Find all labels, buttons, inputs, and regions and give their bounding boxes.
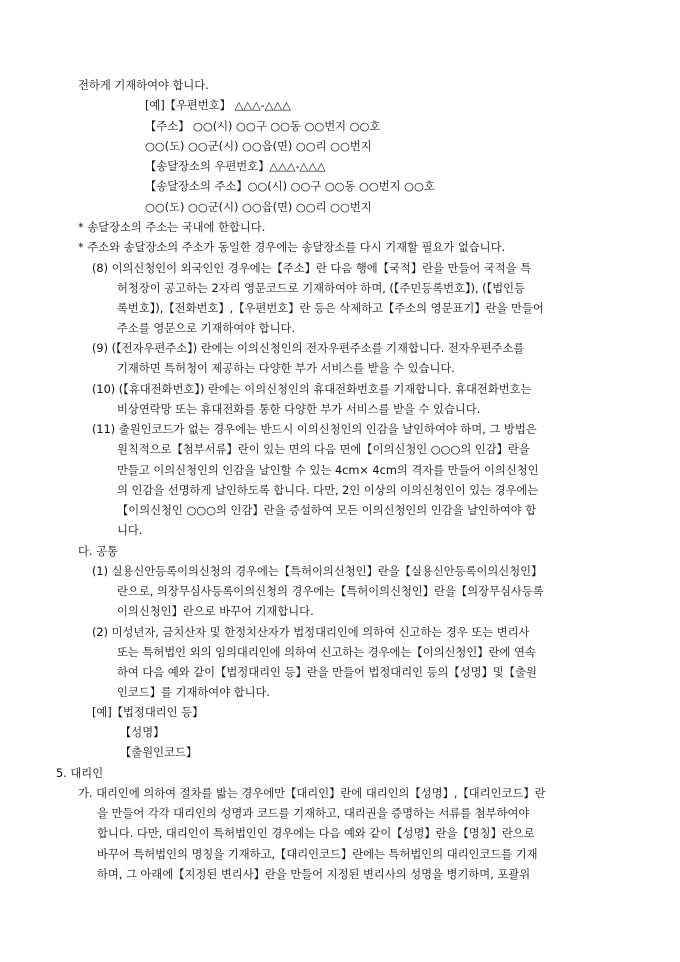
text-line: 전하게 기재하여야 합니다.: [78, 79, 209, 92]
text-line: (2) 미성년자, 금치산자 및 한정치산자가 법정대리인에 의하여 신고하는 경우 또는 변리사: [92, 626, 530, 639]
text-line: 니다.: [117, 524, 143, 537]
text-line: 인코드】를 기재하여야 합니다.: [117, 686, 271, 699]
text-line: 만들고 이의신청인의 인감을 날인할 수 있는 4cm× 4cm의 격자를 만들어 이의신청인: [117, 464, 539, 477]
text-line: ○○(도) ○○군(시) ○○읍(면) ○○리 ○○번지: [145, 140, 372, 153]
text-line: 가. 대리인에 의하여 절차를 밟는 경우에만【대리인】란에 대리인의【성명】,【대리인코드】란: [78, 787, 546, 800]
text-line: [예]【우편번호】 △△△-△△△: [145, 99, 291, 112]
text-line: [예]【법정대리인 등】: [92, 706, 204, 719]
section-heading: 다. 공통: [78, 545, 118, 558]
text-line: 합니다. 다만, 대리인이 특허법인인 경우에는 다음 예와 같이【성명】란을【명칭】란으로: [97, 827, 535, 840]
text-line: * 송달장소의 주소는 국내에 한합니다.: [78, 221, 266, 234]
text-line: (11) 출원인코드가 없는 경우에는 반드시 이의신청인의 인감을 날인하여야 하며, 그 방법은: [92, 423, 537, 436]
text-line: 【송달장소의 주소】○○(시) ○○구 ○○동 ○○번지 ○○호: [145, 180, 435, 193]
text-line: 록번호】),【전화번호】,【우편번호】란 등은 삭제하고【주소의 영문표기】란을 만들어: [117, 302, 544, 315]
text-line: (10) (【휴대전화번호】) 란에는 이의신청인의 휴대전화번호를 기재합니다. 휴대전화번호는: [92, 383, 532, 396]
text-line: 주소를 영문으로 기재하여야 합니다.: [117, 322, 296, 335]
text-line: 【송달장소의 우편번호】△△△-△△△: [145, 160, 326, 173]
text-line: 의 인감을 선명하게 날인하도록 합니다. 다만, 2인 이상의 이의신청인이 있는 경우에는: [117, 484, 539, 497]
text-line: 비상연락망 또는 휴대전화를 통한 다양한 부가 서비스를 받을 수 있습니다.: [117, 403, 481, 416]
section-heading: 5. 대리인: [56, 767, 104, 780]
text-line: 바꾸어 특허법인의 명칭을 기재하고,【대리인코드】란에는 특허법인의 대리인코드를 기재: [97, 848, 538, 861]
text-line: 기재하면 특허청이 제공하는 다양한 부가 서비스를 받을 수 있습니다.: [117, 362, 455, 375]
text-line: 하여 다음 예와 같이【법정대리인 등】란을 만들어 법정대리인 등의【성명】및【출원: [117, 666, 537, 679]
text-line: ○○(도) ○○군(시) ○○읍(면) ○○리 ○○번지: [145, 201, 372, 214]
text-line: 하며, 그 아래에【지정된 변리사】란을 만들어 지정된 변리사의 성명을 병기하며, 포괄위: [97, 868, 531, 881]
text-line: (8) 이의신청인이 외국인인 경우에는【주소】란 다음 행에【국적】란을 만들어 국적을 특: [92, 262, 532, 275]
text-line: * 주소와 송달장소의 주소가 동일한 경우에는 송달장소를 다시 기재할 필요가 없습니다.: [78, 241, 506, 254]
text-line: 【출원인코드】: [120, 746, 198, 759]
text-line: 【주소】 ○○(시) ○○구 ○○동 ○○번지 ○○호: [145, 120, 381, 133]
text-line: 허청장이 공고하는 2자리 영문코드로 기재하여야 하며, (【주민등록번호】), (【법인등: [117, 282, 525, 295]
text-line: (1) 실용신안등록이의신청의 경우에는【특허이의신청인】란을【실용신안등록이의신청인】: [92, 565, 543, 578]
text-line: 원칙적으로【첨부서류】란이 있는 면의 다음 면에【이의신청인 ○○○의 인감】란을: [117, 443, 530, 456]
text-line: 을 만들어 각각 대리인의 성명과 코드를 기재하고, 대리권을 증명하는 서류를 첨부하여야: [97, 807, 530, 820]
text-line: 또는 특허법인 외의 임의대리인에 의하여 신고하는 경우에는【이의신청인】란에 연속: [117, 646, 536, 659]
text-line: (9) (【전자우편주소】) 란에는 이의신청인의 전자우편주소를 기재합니다. 전자우편주소를: [92, 342, 525, 355]
text-line: 이의신청인】란으로 바꾸어 기재합니다.: [117, 605, 314, 618]
text-line: 란으로, 의장무심사등록이의신청의 경우에는【특허이의신청인】란을【의장무심사등록: [117, 585, 544, 598]
text-line: 【성명】: [120, 726, 165, 739]
text-line: 【이의신청인 ○○○의 인감】란을 증설하여 모든 이의신청인의 인감을 날인하여야 합: [117, 504, 537, 517]
